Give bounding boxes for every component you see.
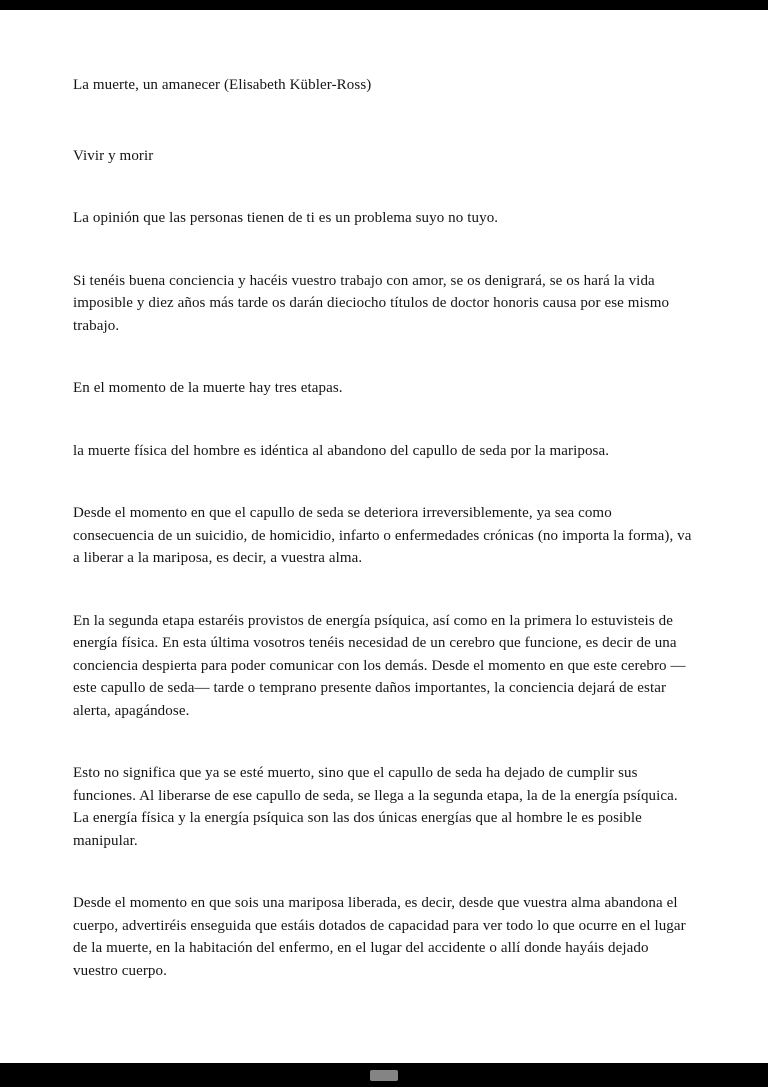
paragraph: Desde el momento en que el capullo de seda se deteriora irreversiblemente, ya sea como consecuencia de un suicidio, de homicidio, infarto o enfermedades crónicas (no importa la forma), va a liberar a la mariposa, es decir, a vuestra alma. [73, 505, 692, 566]
footer-logo [370, 1070, 398, 1081]
paragraph: Desde el momento en que sois una mariposa liberada, es decir, desde que vuestra alma abandona el cuerpo, advertiréis enseguida que estáis dotados de capacidad para ver todo lo que ocurre en el lugar de la muerte, en la habitación del enfermo, en el lugar del accidente o allí donde hayáis dejado vuestro cuerpo. [73, 895, 686, 979]
paragraph: Si tenéis buena conciencia y hacéis vuestro trabajo con amor, se os denigrará, se os hará la vida imposible y diez años más tarde os darán dieciocho títulos de doctor honoris causa por ese mismo trabajo. [73, 272, 670, 334]
paragraph: La opinión que las personas tienen de ti es un problema suyo no tuyo. [73, 210, 499, 226]
paragraph: la muerte física del hombre es idéntica al abandono del capullo de seda por la mariposa. [73, 442, 610, 459]
paragraph: Esto no significa que ya se esté muerto, sino que el capullo de seda ha dejado de cumplir sus funciones. Al liberarse de ese capullo de seda, se llega a la segunda etapa, la de la energía psíquica. La energía física y la energía psíquica son las dos únicas energías que al hombre le es posible manipular. [73, 765, 678, 849]
document-page [0, 10, 768, 1022]
paragraph: En la segunda etapa estaréis provistos de energía psíquica, así como en la primera lo estuvisteis de energía física. En esta última vosotros tenéis necesidad de un cerebro que funcione, es decir de una conciencia despierta para poder comunicar con los demás. Desde el momento en que este cerebro —este capullo de seda— tarde o temprano presente daños importantes, la conciencia dejará de estar alerta, apagándose. [73, 612, 686, 719]
bottom-bar [0, 1063, 768, 1087]
top-bar [0, 0, 768, 10]
document-subtitle: Vivir y morir [73, 147, 154, 164]
document-title: La muerte, un amanecer (Elisabeth Kübler-Ross) [73, 77, 372, 93]
paragraph: En el momento de la muerte hay tres etapas. [73, 380, 343, 396]
